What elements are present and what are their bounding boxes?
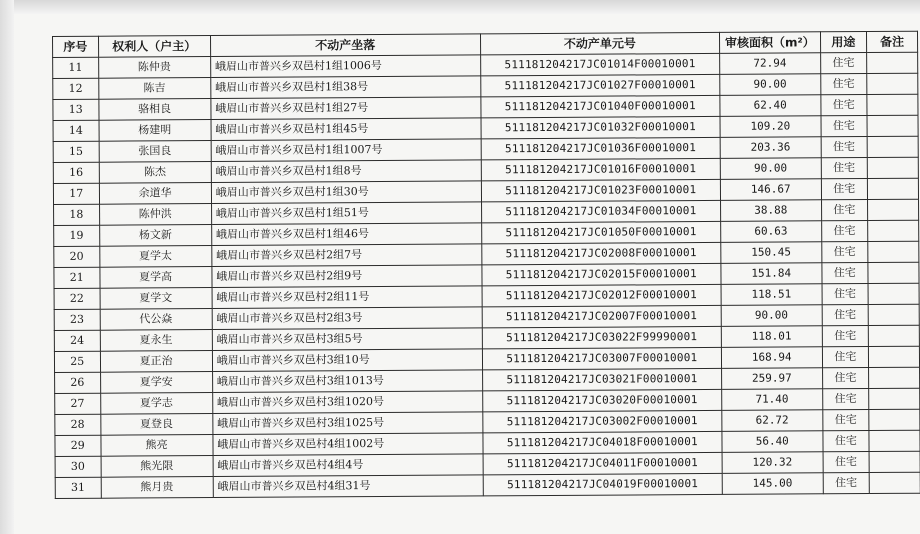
cell-unit-no: 511181204217JC04019F00010001: [483, 473, 722, 495]
cell-unit-no: 511181204217JC02015F00010001: [482, 263, 721, 285]
cell-note: [869, 409, 920, 430]
cell-location: 峨眉山市普兴乡双邑村2组11号: [212, 286, 482, 309]
cell-use: 住宅: [823, 473, 870, 494]
cell-use: 住宅: [821, 179, 868, 200]
cell-area: 150.45: [721, 242, 822, 264]
cell-use: 住宅: [821, 116, 868, 137]
cell-area: 62.72: [722, 410, 823, 432]
cell-no: 22: [54, 288, 100, 309]
cell-location: 峨眉山市普兴乡双邑村1组45号: [211, 118, 481, 141]
cell-area: 62.40: [720, 95, 821, 117]
cell-no: 30: [55, 456, 101, 477]
cell-location: 峨眉山市普兴乡双邑村1组1006号: [210, 55, 480, 78]
cell-owner: 熊光限: [101, 456, 213, 478]
cell-location: 峨眉山市普兴乡双邑村3组1020号: [212, 391, 482, 414]
cell-use: 住宅: [822, 431, 869, 452]
cell-note: [868, 325, 919, 346]
cell-unit-no: 511181204217JC03002F00010001: [483, 410, 722, 432]
cell-unit-no: 511181204217JC03021F00010001: [482, 368, 721, 390]
cell-note: [867, 157, 918, 178]
cell-unit-no: 511181204217JC02007F00010001: [482, 305, 721, 327]
cell-area: 146.67: [720, 179, 821, 201]
cell-use: 住宅: [822, 347, 869, 368]
cell-area: 60.63: [721, 221, 822, 243]
cell-use: 住宅: [823, 452, 870, 473]
cell-use: 住宅: [820, 53, 867, 74]
cell-owner: 熊月贵: [101, 477, 213, 499]
cell-note: [868, 241, 919, 262]
cell-area: 203.36: [720, 137, 821, 159]
cell-no: 27: [55, 393, 101, 414]
cell-location: 峨眉山市普兴乡双邑村4组31号: [213, 475, 483, 498]
cell-use: 住宅: [821, 221, 868, 242]
cell-note: [869, 388, 920, 409]
cell-use: 住宅: [822, 389, 869, 410]
cell-area: 90.00: [720, 74, 821, 96]
cell-area: 90.00: [720, 158, 821, 180]
cell-owner: 夏正治: [100, 351, 212, 373]
cell-area: 118.51: [721, 284, 822, 306]
cell-unit-no: 511181204217JC01036F00010001: [481, 137, 720, 159]
cell-use: 住宅: [821, 200, 868, 221]
cell-use: 住宅: [822, 410, 869, 431]
header-owner: 权利人（户主）: [98, 36, 210, 58]
cell-note: [869, 451, 920, 472]
cell-use: 住宅: [821, 137, 868, 158]
cell-no: 12: [53, 78, 99, 99]
cell-use: 住宅: [822, 326, 869, 347]
cell-note: [868, 283, 919, 304]
cell-use: 住宅: [821, 158, 868, 179]
table-body: [53, 52, 920, 498]
cell-owner: 夏学文: [100, 288, 212, 310]
cell-no: 16: [53, 162, 99, 183]
cell-use: 住宅: [822, 368, 869, 389]
cell-location: 峨眉山市普兴乡双邑村1组38号: [210, 76, 480, 99]
cell-location: 峨眉山市普兴乡双邑村1组8号: [211, 160, 481, 183]
cell-area: 259.97: [722, 368, 823, 390]
property-register-table: [52, 31, 920, 499]
cell-no: 13: [53, 99, 99, 120]
cell-unit-no: 511181204217JC04011F00010001: [483, 452, 722, 474]
cell-use: 住宅: [822, 305, 869, 326]
cell-area: 120.32: [722, 452, 823, 474]
cell-no: 11: [53, 57, 99, 78]
cell-owner: 夏学志: [100, 393, 212, 415]
cell-note: [869, 472, 920, 493]
scan-edge-left: [0, 0, 14, 534]
cell-no: 23: [54, 309, 100, 330]
cell-use: 住宅: [821, 263, 868, 284]
cell-location: 峨眉山市普兴乡双邑村1组46号: [211, 223, 481, 246]
cell-no: 28: [55, 414, 101, 435]
header-use: 用途: [820, 32, 867, 53]
cell-owner: 代公焱: [100, 309, 212, 331]
cell-note: [867, 52, 918, 73]
cell-owner: 夏登良: [100, 414, 212, 436]
cell-note: [868, 262, 919, 283]
cell-area: 118.01: [721, 326, 822, 348]
cell-location: 峨眉山市普兴乡双邑村1组1007号: [211, 139, 481, 162]
cell-owner: 张国良: [99, 141, 211, 163]
cell-owner: 陈仲洪: [99, 204, 211, 226]
cell-location: 峨眉山市普兴乡双邑村1组51号: [211, 202, 481, 225]
cell-note: [869, 430, 920, 451]
cell-unit-no: 511181204217JC01034F00010001: [481, 200, 720, 222]
cell-unit-no: 511181204217JC01027F00010001: [480, 74, 719, 96]
cell-no: 21: [54, 267, 100, 288]
cell-area: 72.94: [720, 53, 821, 75]
cell-no: 31: [55, 477, 101, 498]
table-row: [55, 472, 920, 498]
cell-unit-no: 511181204217JC01050F00010001: [481, 221, 720, 243]
cell-location: 峨眉山市普兴乡双邑村1组30号: [211, 181, 481, 204]
cell-note: [867, 136, 918, 157]
cell-unit-no: 511181204217JC01016F00010001: [481, 158, 720, 180]
cell-owner: 陈吉: [98, 78, 210, 100]
header-note: 备注: [867, 31, 918, 52]
header-area: 审核面积（m²）: [719, 32, 820, 54]
cell-area: 56.40: [722, 431, 823, 453]
cell-note: [868, 178, 919, 199]
cell-location: 峨眉山市普兴乡双邑村2组7号: [212, 244, 482, 267]
header-unit-no: 不动产单元号: [480, 32, 719, 54]
cell-unit-no: 511181204217JC03007F00010001: [482, 347, 721, 369]
cell-no: 14: [53, 120, 99, 141]
header-location: 不动产坐落: [210, 34, 480, 57]
cell-area: 71.40: [722, 389, 823, 411]
cell-no: 18: [54, 204, 100, 225]
cell-owner: 杨文新: [99, 225, 211, 247]
cell-area: 145.00: [722, 473, 823, 495]
cell-location: 峨眉山市普兴乡双邑村1组27号: [211, 97, 481, 120]
cell-location: 峨眉山市普兴乡双邑村3组1025号: [213, 412, 483, 435]
cell-note: [867, 94, 918, 115]
cell-unit-no: 511181204217JC01023F00010001: [481, 179, 720, 201]
cell-location: 峨眉山市普兴乡双邑村4组1002号: [213, 433, 483, 456]
cell-unit-no: 511181204217JC01040F00010001: [481, 95, 720, 117]
cell-unit-no: 511181204217JC01032F00010001: [481, 116, 720, 138]
cell-area: 151.84: [721, 263, 822, 285]
cell-location: 峨眉山市普兴乡双邑村2组3号: [212, 307, 482, 330]
cell-note: [867, 115, 918, 136]
cell-owner: 夏永生: [100, 330, 212, 352]
header-no: 序号: [53, 36, 99, 57]
cell-no: 19: [54, 225, 100, 246]
cell-area: 109.20: [720, 116, 821, 138]
cell-no: 15: [53, 141, 99, 162]
cell-unit-no: 511181204217JC02008F00010001: [481, 242, 720, 264]
cell-no: 17: [53, 183, 99, 204]
cell-note: [868, 304, 919, 325]
cell-no: 29: [55, 435, 101, 456]
cell-unit-no: 511181204217JC01014F00010001: [480, 53, 719, 75]
cell-no: 26: [55, 372, 101, 393]
cell-note: [867, 73, 918, 94]
cell-owner: 骆相良: [98, 99, 210, 121]
cell-use: 住宅: [821, 242, 868, 263]
cell-owner: 夏学高: [99, 267, 211, 289]
cell-note: [869, 367, 920, 388]
cell-location: 峨眉山市普兴乡双邑村2组9号: [212, 265, 482, 288]
cell-area: 38.88: [720, 200, 821, 222]
cell-unit-no: 511181204217JC02012F00010001: [482, 284, 721, 306]
cell-location: 峨眉山市普兴乡双邑村4组4号: [213, 454, 483, 477]
cell-no: 25: [54, 351, 100, 372]
cell-note: [868, 199, 919, 220]
cell-use: 住宅: [820, 95, 867, 116]
cell-location: 峨眉山市普兴乡双邑村3组10号: [212, 349, 482, 372]
cell-unit-no: 511181204217JC04018F00010001: [483, 431, 722, 453]
cell-note: [868, 220, 919, 241]
cell-area: 168.94: [721, 347, 822, 369]
cell-area: 90.00: [721, 305, 822, 327]
cell-owner: 陈杰: [99, 162, 211, 184]
scan-edge-top: [0, 0, 920, 14]
cell-use: 住宅: [820, 74, 867, 95]
cell-location: 峨眉山市普兴乡双邑村3组1013号: [212, 370, 482, 393]
cell-location: 峨眉山市普兴乡双邑村3组5号: [212, 328, 482, 351]
cell-unit-no: 511181204217JC03022F99990001: [482, 326, 721, 348]
cell-use: 住宅: [822, 284, 869, 305]
cell-owner: 夏学安: [100, 372, 212, 394]
cell-no: 24: [54, 330, 100, 351]
cell-note: [869, 346, 920, 367]
cell-owner: 夏学太: [99, 246, 211, 268]
cell-unit-no: 511181204217JC03020F00010001: [482, 389, 721, 411]
cell-owner: 陈仲贵: [98, 57, 210, 79]
cell-owner: 杨建明: [99, 120, 211, 142]
cell-owner: 余道华: [99, 183, 211, 205]
cell-no: 20: [54, 246, 100, 267]
cell-owner: 熊亮: [100, 435, 212, 457]
